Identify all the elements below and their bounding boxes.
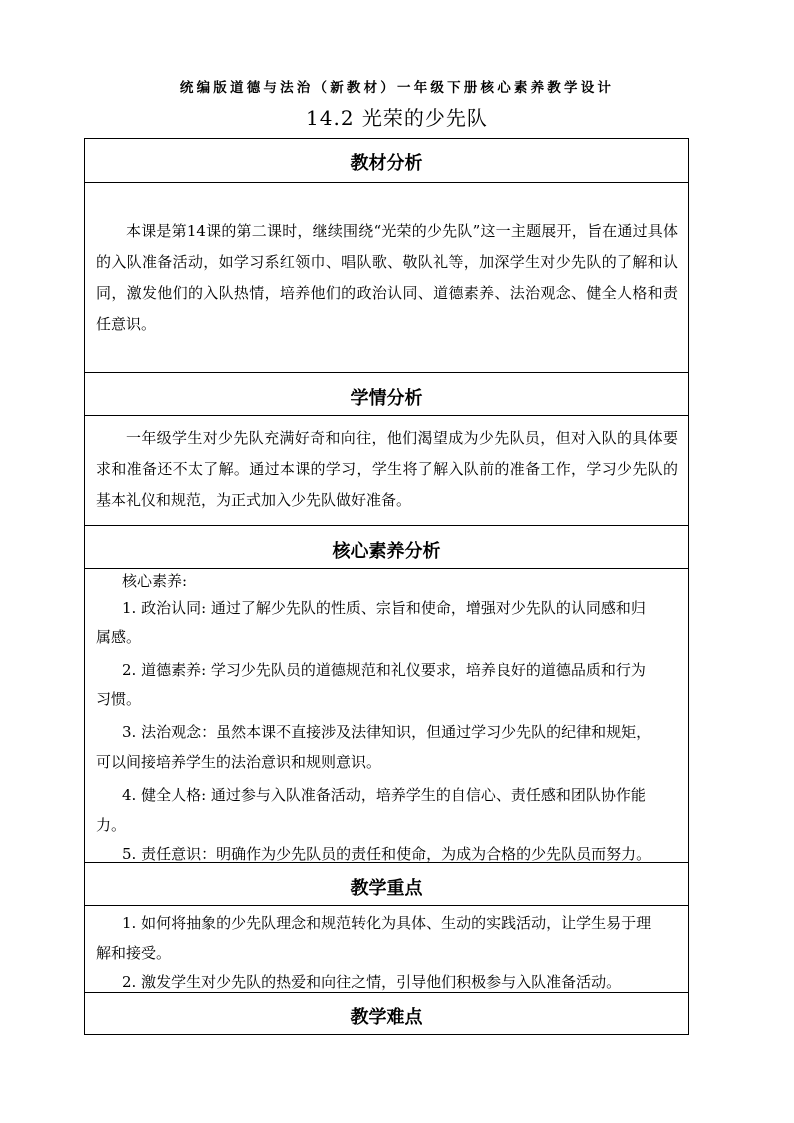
section-divider (85, 862, 688, 863)
section-heading-student-analysis: 学情分析 (350, 388, 423, 409)
section-divider (85, 182, 688, 183)
section-divider (85, 525, 688, 526)
material-analysis-text: 本课是第14课的第二课时，继续围绕“光荣的少先队”这一主题展开，旨在通过具体的入队准备活动，如学习系红领巾、唱队歌、敬队礼等，加深学生对少先队的了解和认同，激发他们的入队热情，培养他们的政治认同、道德素养、法治观念、健全人格和责任意识。 (96, 222, 678, 333)
core-literacy-intro: 核心素养: (122, 572, 188, 590)
core-literacy-line: 4. 健全人格: 通过参与入队准备活动，培养学生的自信心、责任感和团队协作能 (122, 786, 646, 804)
section-heading-difficulties: 教学难点 (350, 1007, 423, 1028)
section-divider (85, 415, 688, 416)
document-header: 统编版道德与法治（新教材）一年级下册核心素养教学设计 (179, 80, 615, 96)
section-divider (85, 372, 688, 373)
section-divider (85, 992, 688, 993)
section-heading-key-points: 教学重点 (350, 878, 423, 899)
core-literacy-line: 习惯。 (96, 690, 142, 708)
key-point-line: 1. 如何将抽象的少先队理念和规范转化为具体、生动的实践活动，让学生易于理 (122, 914, 652, 932)
lesson-plan-table (84, 138, 689, 1035)
section-divider (85, 568, 688, 569)
core-literacy-line: 2. 道德素养: 学习少先队员的道德规范和礼仪要求，培养良好的道德品质和行为 (122, 661, 646, 679)
core-literacy-line: 1. 政治认同: 通过了解少先队的性质、宗旨和使命，增强对少先队的认同感和归 (122, 599, 646, 617)
core-literacy-line: 力。 (96, 816, 127, 834)
core-literacy-line: 可以间接培养学生的法治意识和规则意识。 (96, 753, 382, 771)
student-analysis-text: 一年级学生对少先队充满好奇和向往，他们渴望成为少先队员，但对入队的具体要求和准备还不太了解。通过本课的学习，学生将了解入队前的准备工作，学习少先队的基本礼仪和规范，为正式加入少先队做好准备。 (96, 429, 678, 509)
section-divider (85, 905, 688, 906)
section-heading-material-analysis: 教材分析 (350, 153, 423, 174)
core-literacy-line: 属感。 (96, 628, 142, 646)
key-point-line: 解和接受。 (96, 944, 172, 962)
section-heading-core-literacy: 核心素养分析 (332, 541, 441, 562)
key-point-line: 2. 激发学生对少先队的热爱和向往之情，引导他们积极参与入队准备活动。 (122, 973, 622, 991)
core-literacy-line: 3. 法治观念：虽然本课不直接涉及法律知识，但通过学习少先队的纪律和规矩， (122, 723, 652, 741)
core-literacy-line: 5. 责任意识：明确作为少先队员的责任和使命，为成为合格的少先队员而努力。 (122, 845, 652, 863)
lesson-title: 14.2 光荣的少先队 (306, 106, 488, 130)
